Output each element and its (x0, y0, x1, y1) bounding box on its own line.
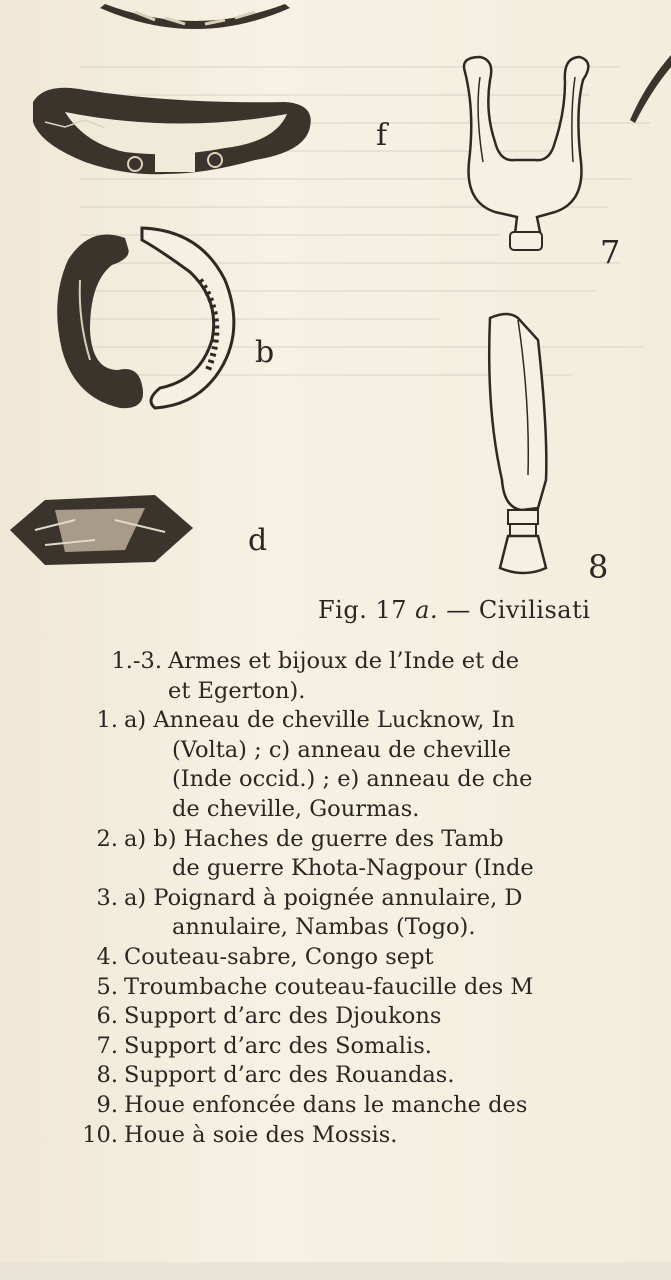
list-item (62, 647, 671, 677)
item-number: 4. (96, 943, 118, 970)
item-text: a) Poignard à poignée annulaire, D (124, 884, 523, 911)
label-7: 7 (600, 233, 621, 271)
label-8: 8 (588, 548, 609, 586)
bow-support-8-illustration (478, 310, 568, 580)
ring-top-partial-illustration (95, 0, 295, 40)
item-text: (Volta) ; c) anneau de cheville (172, 736, 512, 763)
list-item (62, 1091, 671, 1121)
page-bottom-edge (0, 1262, 671, 1280)
label-b: b (255, 335, 275, 370)
caption-prefix: Fig. 17 (318, 596, 407, 624)
item-number: 10. (82, 1121, 118, 1148)
list-item-continuation (62, 736, 671, 766)
list-item-continuation (62, 854, 671, 884)
item-text: annulaire, Nambas (Togo). (172, 914, 476, 941)
bead-d-illustration (5, 490, 195, 570)
list-item (62, 706, 671, 736)
item-number: 2. (96, 825, 118, 852)
list-item (62, 825, 671, 855)
item-number: 8. (96, 1062, 118, 1089)
list-item-continuation (62, 765, 671, 795)
item-text: Houe enfoncée dans le manche des (124, 1091, 528, 1118)
item-text: de cheville, Gourmas. (172, 795, 420, 822)
item-text: de guerre Khota-Nagpour (Inde (172, 855, 534, 882)
list-item (62, 1061, 671, 1091)
list-item-continuation (62, 795, 671, 825)
item-number: 1.-3. (111, 648, 162, 674)
bow-support-7-illustration (455, 52, 595, 262)
item-text: (Inde occid.) ; e) anneau de che (172, 766, 533, 793)
item-text: Houe à soie des Mossis. (124, 1121, 398, 1148)
item-number: 3. (96, 884, 118, 911)
item-text: Support d’arc des Djoukons (124, 1003, 442, 1030)
list-item-continuation (62, 913, 671, 943)
label-d: d (248, 523, 268, 558)
list-item (62, 1121, 671, 1151)
anklet-illustration (25, 82, 315, 182)
item-text: a) Anneau de cheville Lucknow, In (124, 707, 515, 734)
ring-b-illustration (50, 220, 250, 415)
item-text: Support d’arc des Somalis. (124, 1032, 432, 1059)
item-text: a) b) Haches de guerre des Tamb (124, 825, 504, 852)
label-f: f (376, 118, 388, 153)
list-item (62, 943, 671, 973)
list-item (62, 1002, 671, 1032)
item-number: 5. (96, 973, 118, 1000)
list-item (62, 973, 671, 1003)
item-text: et Egerton). (168, 677, 306, 704)
legend-list (62, 647, 671, 1150)
list-item (62, 677, 671, 707)
item-number: 1. (96, 707, 118, 734)
item-text: Support d’arc des Rouandas. (124, 1062, 455, 1089)
list-item (62, 884, 671, 914)
partial-blade-illustration (625, 55, 671, 125)
list-item (62, 1032, 671, 1062)
item-text: Armes et bijoux de l’Inde et de (168, 648, 520, 674)
figure-caption (318, 596, 590, 624)
caption-letter: a. (415, 596, 439, 624)
item-text: Couteau-sabre, Congo sept (124, 943, 434, 970)
item-text: Troumbache couteau-faucille des M (124, 973, 534, 1000)
item-number: 6. (96, 1003, 118, 1030)
item-number: 9. (96, 1091, 118, 1118)
item-number: 7. (96, 1032, 118, 1059)
caption-rest: — Civilisati (438, 596, 591, 624)
